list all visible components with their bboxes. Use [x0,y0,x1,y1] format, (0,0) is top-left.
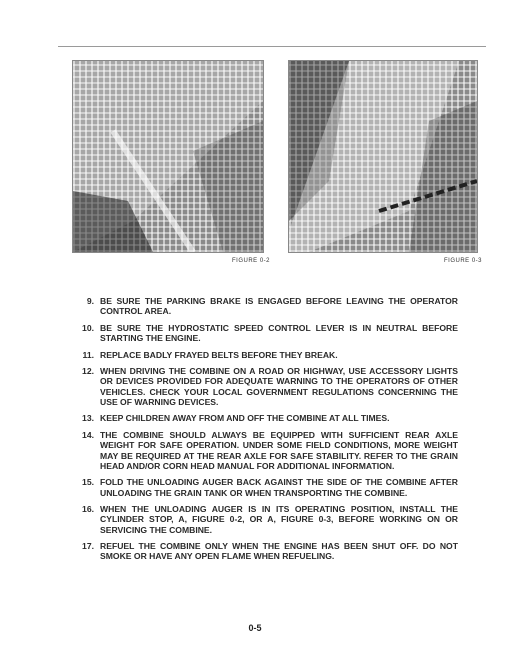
item-number: 9. [86,296,94,306]
list-item [78,430,458,471]
list-item [78,504,458,535]
item-text: FOLD THE UNLOADING AUGER BACK AGAINST THE SIDE OF THE COMBINE AFTER UNLOADING THE GRAIN TANK OR WHEN TRANSPORTING THE COMBINE. [100,477,458,498]
item-number: 17. [82,541,94,552]
header-rule [58,46,486,47]
figure-caption: FIGURE 0-3 [444,258,483,264]
list-item [78,413,458,423]
list-item [78,323,458,344]
list-item [78,366,458,407]
figure-caption: FIGURE 0-2 [232,258,271,264]
safety-instructions-list [78,296,458,568]
item-text: REPLACE BADLY FRAYED BELTS BEFORE THEY BREAK. [100,349,338,360]
item-text: REFUEL THE COMBINE ONLY WHEN THE ENGINE HAS BEEN SHUT OFF. DO NOT SMOKE OR HAVE ANY OPEN FLAME WHEN REFUELING. [100,541,458,562]
item-number: 10. [82,322,94,333]
item-text: THE COMBINE SHOULD ALWAYS BE EQUIPPED WITH SUFFICIENT REAR AXLE WEIGHT FOR SAFE OPERATION. UNDER SOME FIELD CONDITIONS, MORE WEIGHT MAY BE REQUIRED AT THE REAR AXLE FOR SAFE STABILITY. REFER TO THE GRAIN HEAD AND/OR CORN HEAD MANUAL FOR ADDITIONAL INFORMATION. [100,429,458,471]
figure-0-2-photo [72,60,264,253]
item-number: 14. [82,429,94,440]
list-item [78,477,458,498]
list-item [78,296,458,317]
item-number: 16. [82,504,94,515]
item-text: WHEN THE UNLOADING AUGER IS IN ITS OPERATING POSITION, INSTALL THE CYLINDER STOP, A, FIGURE 0-2, OR A, FIGURE 0-3, BEFORE WORKING ON OR SERVICING THE COMBINE. [100,504,458,535]
item-number: 12. [82,366,94,377]
item-text: BE SURE THE HYDROSTATIC SPEED CONTROL LEVER IS IN NEUTRAL BEFORE STARTING THE ENGINE. [100,322,458,344]
page-number: 0-5 [248,623,262,633]
item-text: KEEP CHILDREN AWAY FROM AND OFF THE COMBINE AT ALL TIMES. [100,413,390,424]
item-text: BE SURE THE PARKING BRAKE IS ENGAGED BEFORE LEAVING THE OPERATOR CONTROL AREA. [100,296,458,317]
item-number: 13. [82,413,94,424]
list-item [78,350,458,360]
item-text: WHEN DRIVING THE COMBINE ON A ROAD OR HIGHWAY, USE ACCESSORY LIGHTS OR DEVICES PROVIDED FOR ADEQUATE WARNING TO THE OPERATORS OF OTHER VEHICLES. CHECK YOUR LOCAL GOVERNMENT REGULATIONS CONCERNING THE USE OF WARNING DEVICES. [100,366,458,407]
item-number: 11. [82,349,94,360]
item-number: 15. [82,477,94,488]
list-item [78,541,458,562]
figure-0-3-photo [288,60,478,253]
